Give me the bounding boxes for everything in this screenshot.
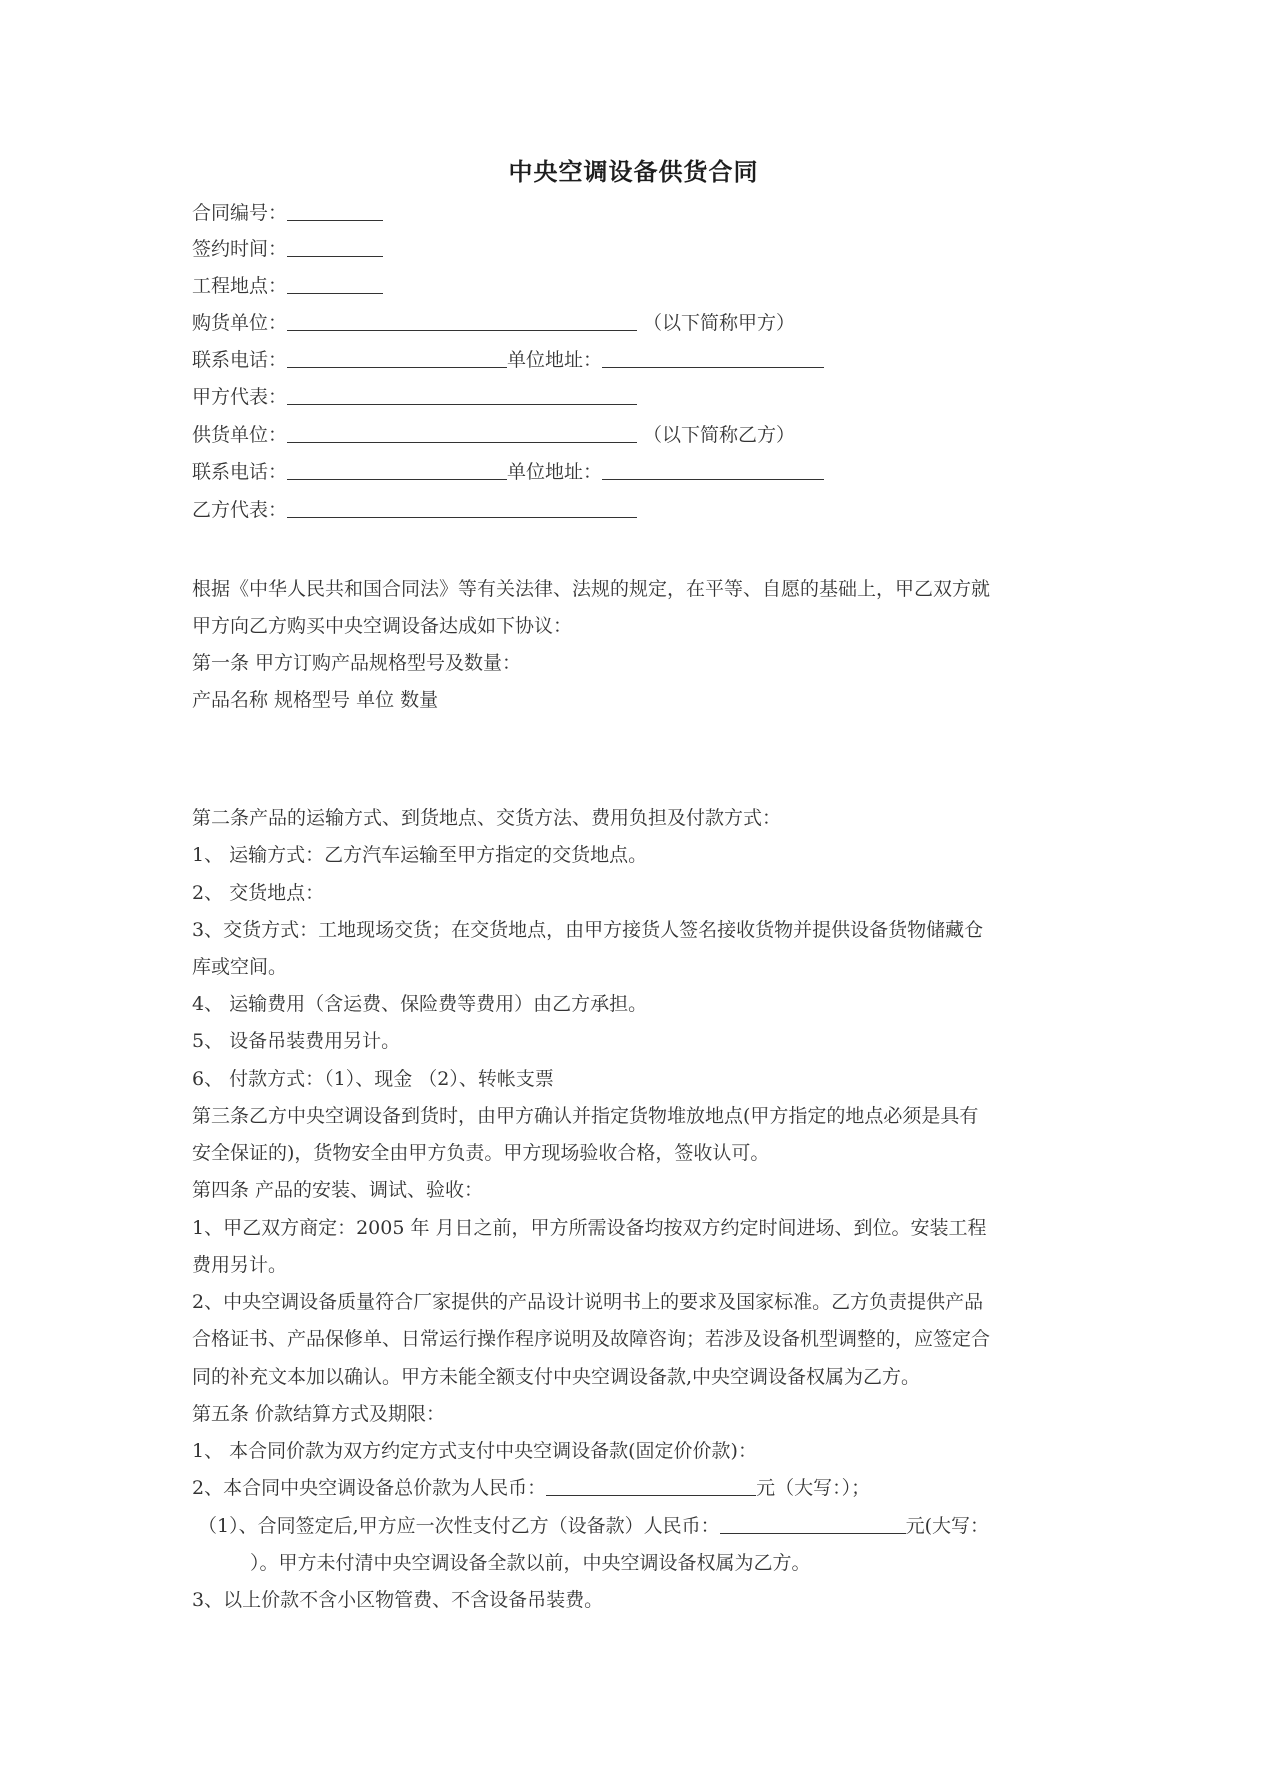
supplier-phone-row xyxy=(192,459,824,485)
supplier-phone-label: 联系电话： xyxy=(192,461,288,483)
supplier-rep-label: 乙方代表： xyxy=(192,499,288,521)
article-4-item-1b: 费用另计。 xyxy=(192,1254,288,1276)
article-4-item-2b: 合格证书、产品保修单、日常运行操作程序说明及故障咨询；若涉及设备机型调整的，应签定合 xyxy=(192,1328,991,1350)
article-2-item-1: 1、 运输方式：乙方汽车运输至甲方指定的交货地点。 xyxy=(192,844,648,866)
down-payment-blank xyxy=(720,1513,906,1534)
project-site-blank xyxy=(287,273,383,294)
article-5-item-2-pre: 2、本合同中央空调设备总价款为人民币： xyxy=(192,1477,547,1499)
article-5-title: 第五条 价款结算方式及期限： xyxy=(192,1403,446,1425)
contract-no-label: 合同编号： xyxy=(192,202,288,224)
intro-line-1: 根据《中华人民共和国合同法》等有关法律、法规的规定，在平等、自愿的基础上，甲乙双方就 xyxy=(192,578,991,600)
buyer-phone-label: 联系电话： xyxy=(192,349,288,371)
buyer-rep-row xyxy=(192,384,637,410)
article-5-item-1: 1、 本合同价款为双方约定方式支付中央空调设备款(固定价价款)： xyxy=(192,1440,757,1462)
sign-time-row xyxy=(192,236,383,262)
supplier-unit-label: 供货单位： xyxy=(192,424,288,446)
article-2-item-3b: 库或空间。 xyxy=(192,956,288,978)
article-2-title: 第二条产品的运输方式、到货地点、交货方法、费用负担及付款方式： xyxy=(192,807,782,829)
article-2-item-5: 5、 设备吊装费用另计。 xyxy=(192,1030,401,1052)
buyer-unit-row xyxy=(192,310,795,336)
total-price-blank xyxy=(546,1475,756,1496)
article-5-item-2-post: 元（大写：）； xyxy=(756,1477,871,1499)
article-5-item-3: 3、以上价款不含小区物管费、不含设备吊装费。 xyxy=(192,1589,604,1611)
supplier-rep-blank xyxy=(287,497,637,518)
buyer-note: （以下简称甲方） xyxy=(643,312,796,334)
intro-line-2: 甲方向乙方购买中央空调设备达成如下协议： xyxy=(192,615,573,637)
article-1-columns: 产品名称 规格型号 单位 数量 xyxy=(192,689,439,711)
supplier-unit-row xyxy=(192,422,795,448)
project-site-row xyxy=(192,273,383,299)
article-5-item-2-1 xyxy=(198,1513,989,1539)
article-5-item-2 xyxy=(192,1475,870,1501)
article-3-line-2: 安全保证的)，货物安全由甲方负责。甲方现场验收合格，签收认可。 xyxy=(192,1142,770,1164)
supplier-address-blank xyxy=(602,459,824,480)
buyer-phone-row xyxy=(192,347,824,373)
buyer-address-label: 单位地址： xyxy=(507,349,603,371)
article-2-item-2: 2、 交货地点： xyxy=(192,882,325,904)
article-2-item-3a: 3、交货方式：工地现场交货；在交货地点，由甲方接货人签名接收货物并提供设备货物储藏仓 xyxy=(192,919,984,941)
supplier-phone-blank xyxy=(287,459,507,480)
article-5-item-2-1-cont: ）。甲方未付清中央空调设备全款以前，中央空调设备权属为乙方。 xyxy=(250,1552,811,1574)
supplier-note: （以下简称乙方） xyxy=(643,424,796,446)
sign-time-blank xyxy=(287,236,383,257)
buyer-unit-label: 购货单位： xyxy=(192,312,288,334)
article-2-item-6: 6、 付款方式：（1）、现金 （2）、转帐支票 xyxy=(192,1068,554,1090)
buyer-rep-label: 甲方代表： xyxy=(192,386,288,408)
article-2-item-4: 4、 运输费用（含运费、保险费等费用）由乙方承担。 xyxy=(192,993,648,1015)
buyer-rep-blank xyxy=(287,384,637,405)
supplier-rep-row xyxy=(192,497,637,523)
article-1-title: 第一条 甲方订购产品规格型号及数量： xyxy=(192,652,522,674)
buyer-unit-blank xyxy=(287,310,637,331)
article-5-item-2-1-post: 元(大写： xyxy=(905,1515,990,1537)
article-4-item-2c: 同的补充文本加以确认。甲方未能全额支付中央空调设备款,中央空调设备权属为乙方。 xyxy=(192,1366,921,1388)
buyer-address-blank xyxy=(602,347,824,368)
buyer-phone-blank xyxy=(287,347,507,368)
article-4-item-1a: 1、甲乙双方商定：2005 年 月日之前，甲方所需设备均按双方约定时间进场、到位。安装工程 xyxy=(192,1217,987,1239)
contract-no-row xyxy=(192,200,383,226)
supplier-address-label: 单位地址： xyxy=(507,461,603,483)
article-5-item-2-1-pre: （1）、合同签定后,甲方应一次性支付乙方（设备款）人民币： xyxy=(198,1515,720,1537)
contract-no-blank xyxy=(287,200,383,221)
article-3-line-1: 第三条乙方中央空调设备到货时，由甲方确认并指定货物堆放地点(甲方指定的地点必须是具有 xyxy=(192,1105,979,1127)
project-site-label: 工程地点： xyxy=(192,275,288,297)
supplier-unit-blank xyxy=(287,422,637,443)
sign-time-label: 签约时间： xyxy=(192,238,288,260)
page-title: 中央空调设备供货合同 xyxy=(508,157,759,186)
article-4-item-2a: 2、中央空调设备质量符合厂家提供的产品设计说明书上的要求及国家标准。乙方负责提供产品 xyxy=(192,1291,984,1313)
article-4-title: 第四条 产品的安装、调试、验收： xyxy=(192,1179,484,1201)
